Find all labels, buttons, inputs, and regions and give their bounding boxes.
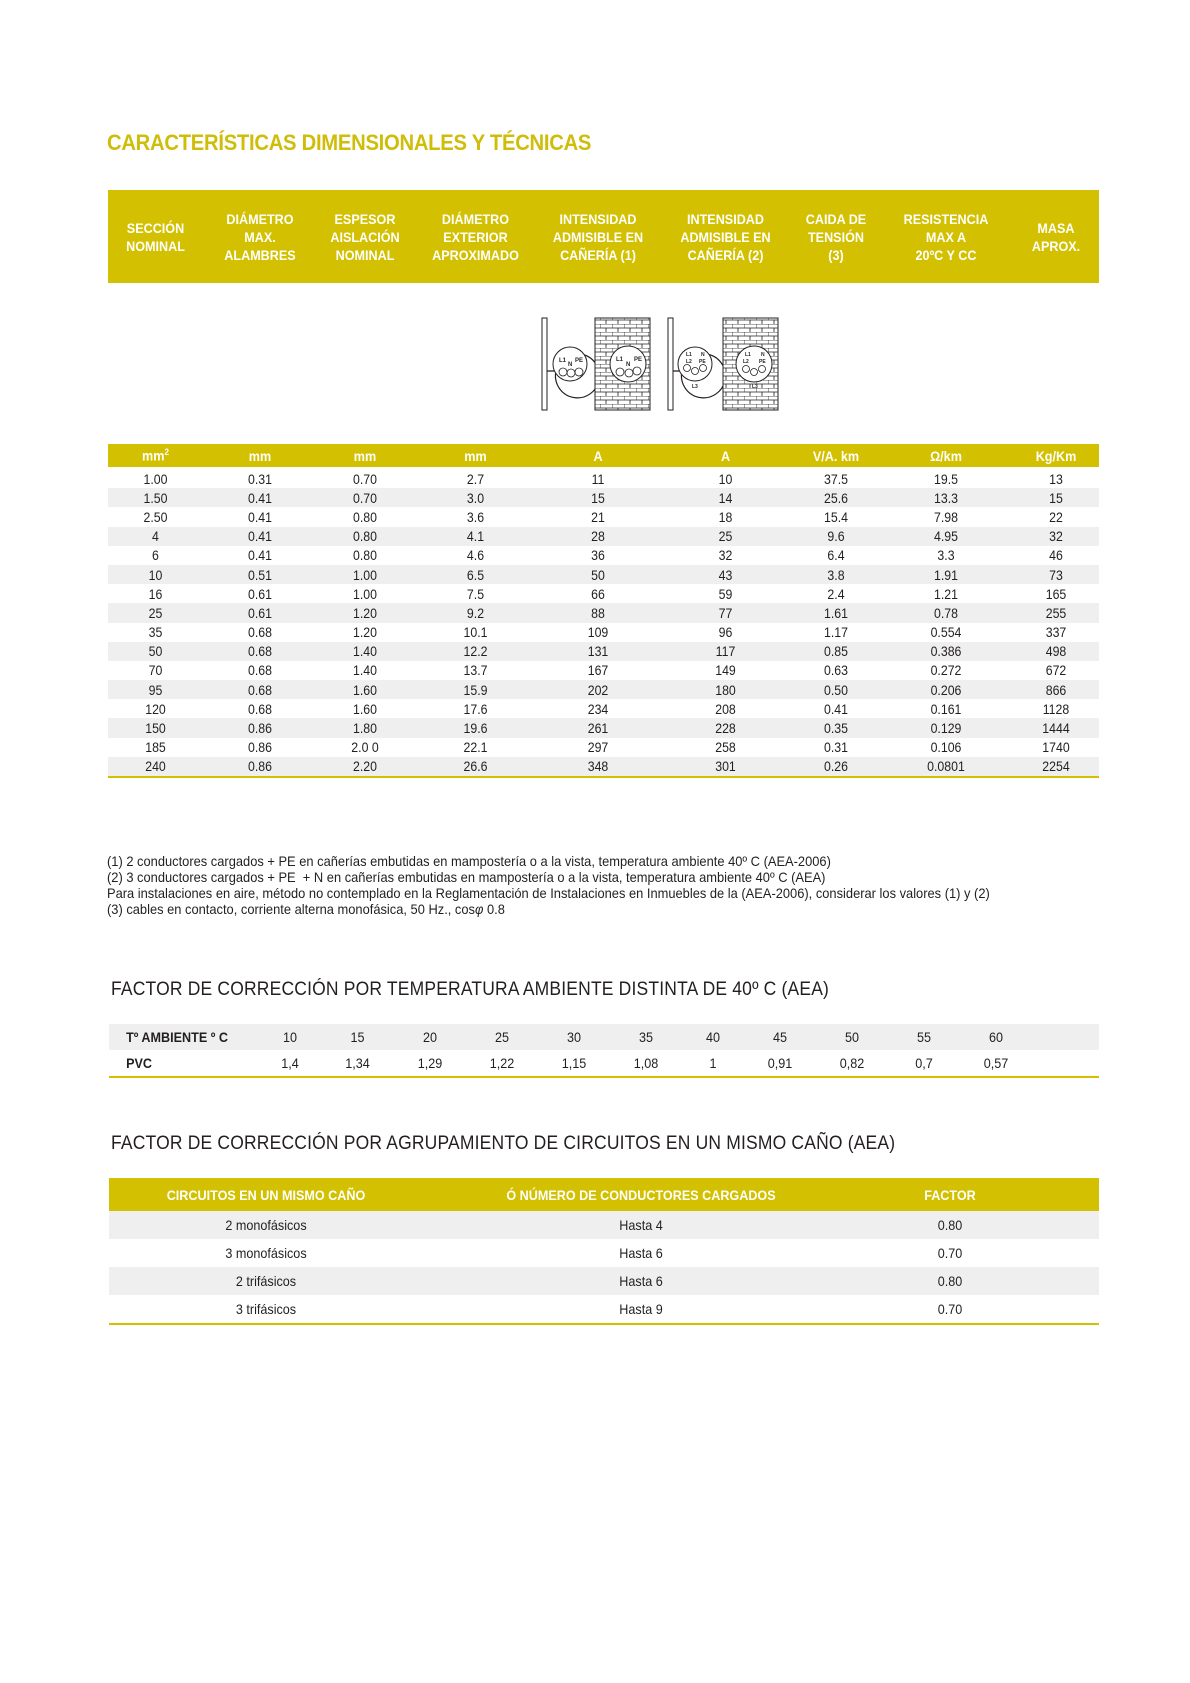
temp-value: 60: [988, 1029, 1004, 1045]
table-cell: 32: [1049, 528, 1063, 545]
table-cell: 10: [718, 470, 733, 487]
group-row: [109, 1211, 1099, 1239]
table-cell: 22.1: [463, 739, 488, 756]
unit-resistencia: Ω/km: [930, 447, 962, 464]
table-cell: 1.20: [353, 624, 377, 641]
footnotes: [107, 853, 990, 917]
table-cell: 180: [715, 681, 736, 698]
table-cell: 9.2: [466, 604, 485, 621]
temp-value: 30: [566, 1029, 582, 1045]
table-cell: 7.98: [934, 508, 958, 525]
diagram-a-label-pe: PE: [575, 358, 584, 364]
group-factor-table: [109, 1178, 1099, 1325]
header-conductores: Ó NÚMERO DE CONDUCTORES CARGADOS: [506, 1186, 776, 1203]
units-row: [108, 444, 1099, 467]
table-cell: 167: [587, 662, 609, 679]
table-cell: 0.80: [353, 547, 377, 564]
table-cell: 50: [148, 643, 163, 660]
table-cell: 1.00: [143, 470, 168, 487]
diagram-a-label-n: N: [568, 362, 573, 368]
table-cell: 0.86: [248, 758, 272, 775]
table-cell: 4: [152, 528, 159, 545]
table-cell: 66: [591, 585, 605, 602]
table-cell: 131: [587, 643, 609, 660]
table-cell: 11: [591, 470, 605, 487]
table-cell: 149: [715, 662, 736, 679]
table-cell: 6.5: [466, 566, 485, 583]
cable-data-table: [108, 469, 1099, 778]
table-cell: 0.85: [824, 643, 848, 660]
table-cell: 0.80: [353, 528, 377, 545]
header-intensidad-2: INTENSIDAD ADMISIBLE EN CAÑERÍA (2): [680, 210, 771, 263]
temp-value: 40: [705, 1029, 721, 1045]
temp-value: 50: [844, 1029, 860, 1045]
table-cell: 0.206: [930, 681, 962, 698]
table-cell: 0.78: [934, 604, 958, 621]
table-cell: 1.60: [353, 700, 377, 717]
table-cell: 0.68: [248, 643, 272, 660]
table-cell: 4.6: [466, 547, 485, 564]
group-cell: Hasta 6: [619, 1273, 663, 1289]
table-cell: 13: [1049, 470, 1063, 487]
pvc-factor-value: 1,34: [345, 1055, 370, 1071]
header-factor: FACTOR: [924, 1186, 976, 1203]
table-cell: 0.63: [824, 662, 848, 679]
table-cell: 0.386: [930, 643, 962, 660]
table-cell: 0.272: [930, 662, 962, 679]
header-circuitos: CIRCUITOS EN UN MISMO CAÑO: [166, 1186, 366, 1203]
pvc-factor-value: 0,91: [767, 1055, 793, 1071]
temp-factor-table: [109, 1024, 1099, 1078]
diagram-b: [595, 318, 650, 410]
table-cell: 0.68: [248, 662, 272, 679]
table-cell: 2254: [1042, 758, 1070, 775]
table-row: [108, 565, 1099, 584]
table-cell: 0.41: [248, 489, 272, 506]
table-row: [108, 718, 1099, 737]
table-cell: 866: [1045, 681, 1067, 698]
pvc-row: [109, 1050, 1099, 1076]
table-cell: 2.50: [143, 508, 168, 525]
group-cell: 3 monofásicos: [225, 1245, 307, 1261]
table-cell: 1.80: [353, 720, 377, 737]
header-diametro-exterior: DIÁMETRO EXTERIOR APROXIMADO: [432, 210, 519, 263]
temp-value: 25: [494, 1029, 510, 1045]
header-seccion: SECCIÓN NOMINAL: [126, 219, 185, 254]
table-cell: 0.41: [248, 508, 272, 525]
table-cell: 0.70: [353, 489, 377, 506]
table-cell: 88: [591, 604, 605, 621]
pvc-factor-value: 1,08: [633, 1055, 659, 1071]
table-cell: 0.86: [248, 720, 272, 737]
table-cell: 95: [148, 681, 163, 698]
table-cell: 337: [1045, 624, 1067, 641]
table-cell: 15.4: [824, 508, 848, 525]
table-cell: 0.41: [248, 528, 272, 545]
group-cell: 0.70: [937, 1301, 963, 1317]
unit-intensidad-1: A: [593, 447, 603, 464]
table-cell: 1.50: [143, 489, 168, 506]
table-cell: 0.68: [248, 681, 272, 698]
group-factor-header: [109, 1178, 1099, 1211]
pvc-factor-value: 0,82: [839, 1055, 865, 1071]
table-cell: 46: [1049, 547, 1063, 564]
group-cell: 3 trifásicos: [235, 1301, 297, 1317]
table-cell: 240: [145, 758, 166, 775]
table-cell: 25: [148, 604, 163, 621]
installation-diagram: [540, 316, 780, 412]
group-cell: Hasta 4: [619, 1217, 663, 1233]
table-cell: 32: [718, 547, 733, 564]
group-row: [109, 1267, 1099, 1295]
table-cell: 19.5: [934, 470, 958, 487]
table-cell: 0.106: [930, 739, 962, 756]
table-row: [108, 738, 1099, 757]
temp-factor-title: FACTOR DE CORRECCIÓN POR TEMPERATURA AMBIENTE DISTINTA DE 40º C (AEA): [111, 979, 830, 1000]
table-cell: 70: [148, 662, 163, 679]
table-cell: 1444: [1042, 720, 1070, 737]
table-row: [108, 661, 1099, 680]
table-cell: 0.554: [930, 624, 962, 641]
header-diametro-alambres: DIÁMETRO MAX. ALAMBRES: [224, 210, 296, 263]
table-cell: 0.41: [824, 700, 848, 717]
table-cell: 1.00: [353, 585, 377, 602]
table-cell: 0.68: [248, 700, 272, 717]
unit-diametro-exterior: mm: [464, 447, 487, 464]
header-intensidad-1: INTENSIDAD ADMISIBLE EN CAÑERÍA (1): [552, 210, 644, 263]
table-row: [108, 642, 1099, 661]
page-title: CARACTERÍSTICAS DIMENSIONALES Y TÉCNICAS: [107, 130, 592, 155]
table-cell: 73: [1049, 566, 1063, 583]
table-cell: 15: [591, 489, 605, 506]
unit-seccion: $mm^2$: [142, 447, 169, 464]
table-cell: 6: [152, 547, 159, 564]
table-cell: 0.31: [248, 470, 272, 487]
table-cell: 15.9: [463, 681, 488, 698]
group-factor-body: [109, 1211, 1099, 1323]
table-cell: 117: [715, 643, 736, 660]
group-cell: Hasta 9: [619, 1301, 663, 1317]
temp-value: 10: [282, 1029, 298, 1045]
table-cell: 6.4: [827, 547, 845, 564]
header-caida-tension: CAIDA DE TENSIÓN (3): [805, 210, 867, 263]
unit-caida-tension: V/A. km: [812, 447, 860, 464]
table-cell: 17.6: [463, 700, 488, 717]
table-cell: 1.40: [353, 662, 377, 679]
group-row: [109, 1239, 1099, 1267]
table-cell: 150: [145, 720, 166, 737]
table-cell: 0.161: [930, 700, 962, 717]
table-cell: 0.35: [824, 720, 848, 737]
table-cell: 1128: [1042, 700, 1070, 717]
temp-value: 55: [916, 1029, 932, 1045]
table-cell: 14: [718, 489, 733, 506]
table-cell: 1.61: [824, 604, 848, 621]
table-cell: 13.7: [463, 662, 488, 679]
table-cell: 35: [148, 624, 163, 641]
diagram-b-label-pe: PE: [634, 357, 643, 363]
table-cell: 3.6: [466, 508, 485, 525]
main-table-header: [108, 190, 1099, 283]
diagram-a: [542, 318, 599, 410]
diagram-d-label-pe: PE: [759, 359, 766, 365]
pvc-factor-value: 1,22: [489, 1055, 515, 1071]
group-cell: 0.80: [937, 1273, 963, 1289]
diagram-c-label-pe: PE: [699, 359, 706, 365]
table-row: [108, 603, 1099, 622]
table-cell: 43: [718, 566, 733, 583]
table-cell: 1.20: [353, 604, 377, 621]
footnote-3: (3) cables en contacto, corriente alterna monofásica, 50 Hz., cosφ 0.8: [107, 901, 505, 917]
table-cell: 7.5: [466, 585, 485, 602]
table-cell: 1.00: [353, 566, 377, 583]
table-cell: 185: [145, 739, 166, 756]
table-cell: 10: [148, 566, 163, 583]
table-cell: 208: [715, 700, 736, 717]
header-masa: MASA APROX.: [1031, 219, 1081, 254]
pvc-factor-value: 1: [709, 1055, 717, 1071]
pvc-factor-value: 0,7: [915, 1055, 933, 1071]
table-cell: 234: [587, 700, 609, 717]
table-row: [108, 623, 1099, 642]
group-cell: 0.70: [937, 1245, 963, 1261]
pvc-factor-value: 1,15: [561, 1055, 587, 1071]
table-cell: 228: [715, 720, 736, 737]
diagram-c-label-l3: L3: [692, 384, 698, 390]
table-cell: 498: [1045, 643, 1067, 660]
table-cell: 165: [1045, 585, 1067, 602]
footnote-2: (2) 3 conductores cargados + PE + N en cañerías embutidas en mampostería o a la vista, temperatura ambiente 40º C (AEA): [107, 869, 826, 885]
table-cell: 202: [587, 681, 609, 698]
table-cell: 3.3: [937, 547, 955, 564]
table-cell: 77: [718, 604, 733, 621]
table-row: [108, 488, 1099, 507]
group-cell: Hasta 6: [619, 1245, 663, 1261]
pvc-factor-value: 0,57: [983, 1055, 1009, 1071]
temp-value: 15: [350, 1029, 365, 1045]
group-cell: 2 monofásicos: [225, 1217, 307, 1233]
diagram-c-label-n: N: [701, 352, 705, 358]
table-cell: 15: [1049, 489, 1063, 506]
table-cell: 348: [587, 758, 609, 775]
header-resistencia: RESISTENCIA MAX A 20ºC Y CC: [903, 210, 989, 263]
table-cell: 2.4: [827, 585, 845, 602]
temp-value: 45: [772, 1029, 788, 1045]
table-cell: 25: [718, 528, 733, 545]
table-cell: 2.7: [466, 470, 485, 487]
diagram-b-label-l1: L1: [616, 357, 624, 363]
diagram-d-label-l1: L1: [745, 352, 751, 358]
temp-value: 35: [638, 1029, 654, 1045]
table-cell: 37.5: [824, 470, 848, 487]
table-cell: 0.31: [824, 739, 848, 756]
table-cell: 9.6: [827, 528, 845, 545]
table-cell: 672: [1045, 662, 1067, 679]
table-cell: 21: [591, 508, 605, 525]
table-cell: 0.61: [248, 604, 272, 621]
diagram-d-label-l2: L2: [743, 359, 749, 365]
table-cell: 255: [1045, 604, 1067, 621]
diagram-d-label-l3: L3: [752, 384, 758, 390]
table-cell: 1.17: [824, 624, 848, 641]
table-cell: 1740: [1042, 739, 1070, 756]
table-cell: 109: [587, 624, 609, 641]
table-cell: 13.3: [934, 489, 958, 506]
pvc-factor-value: 1,29: [417, 1055, 443, 1071]
table-row: [108, 680, 1099, 699]
table-cell: 4.95: [934, 528, 958, 545]
table-cell: 120: [145, 700, 166, 717]
table-cell: 0.70: [353, 470, 377, 487]
unit-intensidad-2: A: [720, 447, 731, 464]
table-cell: 22: [1049, 508, 1063, 525]
table-cell: 301: [715, 758, 736, 775]
table-row: [108, 584, 1099, 603]
table-cell: 2.20: [353, 758, 377, 775]
diagram-d-label-n: N: [761, 352, 765, 358]
header-espesor: ESPESOR AISLACIÓN NOMINAL: [330, 210, 400, 263]
table-cell: 1.40: [353, 643, 377, 660]
table-row: [108, 757, 1099, 776]
table-row: [108, 507, 1099, 526]
footnote-1: (1) 2 conductores cargados + PE en cañerías embutidas en mampostería o a la vista, temperatura ambiente 40º C (AEA-2006): [107, 853, 831, 869]
phi-symbol: φ: [474, 901, 484, 917]
table-cell: 0.61: [248, 585, 272, 602]
group-factor-title: FACTOR DE CORRECCIÓN POR AGRUPAMIENTO DE CIRCUITOS EN UN MISMO CAÑO (AEA): [111, 1133, 896, 1154]
table-cell: 10.1: [463, 624, 488, 641]
group-cell: 0.80: [937, 1217, 963, 1233]
temp-row: [109, 1024, 1099, 1050]
table-cell: 1.91: [934, 566, 958, 583]
table-cell: 1.60: [353, 681, 377, 698]
group-cell: 2 trifásicos: [235, 1273, 297, 1289]
table-cell: 1.21: [934, 585, 958, 602]
diagram-c: [668, 318, 725, 410]
diagram-d: [723, 318, 778, 410]
unit-diametro-alambres: mm: [248, 447, 272, 464]
temp-value: 20: [422, 1029, 438, 1045]
table-cell: 258: [715, 739, 736, 756]
footnote-air: Para instalaciones en aire, método no contemplado en la Reglamentación de Instalaciones en Inmuebles de la (AEA-2006), considerar los valores (1) y (2): [107, 885, 990, 901]
table-cell: 19.6: [463, 720, 488, 737]
diagram-b-label-n: N: [626, 362, 631, 368]
table-cell: 36: [591, 547, 605, 564]
table-cell: 0.50: [824, 681, 848, 698]
table-cell: 0.41: [248, 547, 272, 564]
table-row: [108, 469, 1099, 488]
diagram-a-label-l1: L1: [559, 358, 567, 364]
group-row: [109, 1295, 1099, 1323]
table-cell: 26.6: [463, 758, 488, 775]
table-cell: 25.6: [824, 489, 848, 506]
diagram-c-label-l1: L1: [686, 352, 692, 358]
table-cell: 0.86: [248, 739, 272, 756]
table-cell: 297: [587, 739, 609, 756]
pvc-factor-value: 1,4: [281, 1055, 299, 1071]
temp-row-label: Tº AMBIENTE º C: [126, 1029, 228, 1045]
unit-espesor: mm: [353, 447, 377, 464]
table-cell: 18: [718, 508, 733, 525]
table-cell: 0.68: [248, 624, 272, 641]
table-row: [108, 699, 1099, 718]
pvc-row-label: PVC: [126, 1055, 153, 1071]
table-row: [108, 546, 1099, 565]
table-cell: 0.129: [930, 720, 962, 737]
table-cell: 12.2: [463, 643, 488, 660]
table-cell: 0.51: [248, 566, 272, 583]
table-cell: 96: [718, 624, 733, 641]
table-cell: 2.0 0: [351, 739, 379, 756]
table-cell: 4.1: [466, 528, 485, 545]
table-cell: 0.0801: [927, 758, 965, 775]
diagram-c-label-l2: L2: [686, 359, 692, 365]
table-cell: 0.26: [824, 758, 848, 775]
table-row: [108, 527, 1099, 546]
table-cell: 0.80: [353, 508, 377, 525]
table-cell: 3.8: [827, 566, 845, 583]
table-cell: 28: [591, 528, 605, 545]
table-cell: 16: [148, 585, 163, 602]
unit-masa: Kg/Km: [1035, 447, 1077, 464]
table-cell: 261: [587, 720, 609, 737]
table-cell: 59: [718, 585, 733, 602]
table-cell: 50: [591, 566, 605, 583]
table-cell: 3.0: [466, 489, 485, 506]
